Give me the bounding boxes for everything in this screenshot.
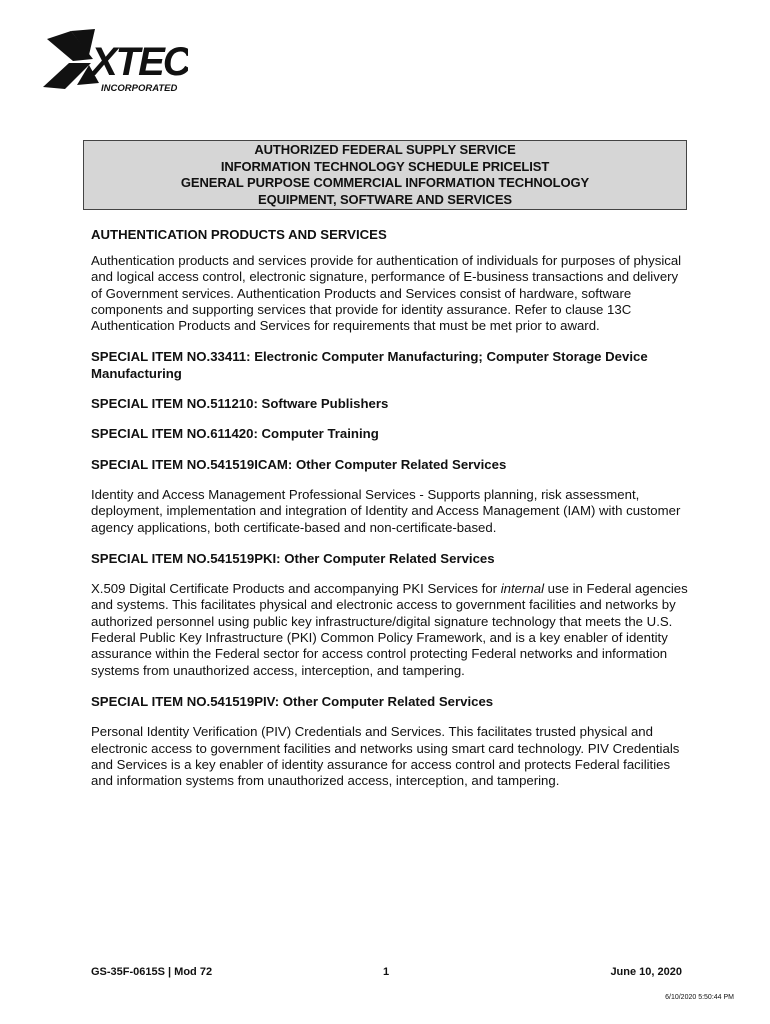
title-banner	[83, 140, 687, 210]
title-line: GENERAL PURPOSE COMMERCIAL INFORMATION TECHNOLOGY	[180, 175, 590, 190]
title-line: EQUIPMENT, SOFTWARE AND SERVICES	[258, 191, 512, 207]
footer-page-number: 1	[383, 966, 390, 978]
pki-text-pre: X.509 Digital Certificate Products and accompanying PKI Services for	[91, 581, 501, 597]
special-item-description: Identity and Access Management Professional Services - Supports planning, risk assessment, deployment, implementation and integration of Identity and Access Management (IAM) with customer agency applications, both certificate-based and non-certificate-based.	[91, 486, 681, 535]
document-body	[91, 226, 691, 804]
pki-text-emphasis: internal	[500, 581, 545, 597]
special-item-heading: SPECIAL ITEM NO.541519PKI: Other Computer Related Services	[91, 550, 495, 566]
print-timestamp: 6/10/2020 5:50:44 PM	[665, 994, 734, 1001]
footer-date: June 10, 2020	[610, 966, 682, 978]
special-item-heading: SPECIAL ITEM NO.611420: Computer Training	[91, 426, 379, 442]
pki-text-post: use in Federal agencies and systems. This facilitates physical and electronic access to government facilities and networks by authorized personnel using public key infrastructure/digital signature technology that meets the U.S. Federal Public Key Infrastructure (PKI) Common Policy Framework, and is a key enabler of identity assurance within the Federal sector for access control protecting Federal networks and information systems from unauthorized access, interception, and tampering.	[91, 581, 688, 678]
logo-brand-text: XTEC	[91, 40, 188, 84]
title-line: AUTHORIZED FEDERAL SUPPLY SERVICE	[254, 142, 516, 157]
special-item-description	[91, 581, 691, 679]
special-item-heading: SPECIAL ITEM NO.541519ICAM: Other Computer Related Services	[91, 456, 507, 472]
logo-tagline: INCORPORATED	[101, 83, 178, 94]
special-item-heading: SPECIAL ITEM NO.541519PIV: Other Computer Related Services	[91, 693, 494, 709]
special-item-description: Personal Identity Verification (PIV) Credentials and Services. This facilitates trusted physical and electronic access to government facilities and networks using smart card technology. PIV Credentials and Services is a key enabler of identity assurance for access control and protects Federal facilities and information systems from unauthorized access, interception, and tampering.	[91, 724, 680, 789]
xtec-logo	[43, 25, 188, 97]
section-heading: AUTHENTICATION PRODUCTS AND SERVICES	[91, 227, 387, 242]
special-item-heading: SPECIAL ITEM NO.33411: Electronic Computer Manufacturing; Computer Storage Device Manufacturing	[91, 349, 648, 381]
intro-paragraph: Authentication products and services provide for authentication of individuals for purposes of physical and logical access control, electronic signature, performance of E-business transactions and delivery of Government services. Authentication Products and Services consist of hardware, software components and supporting services that provide for identity assurance. Refer to clause 13C Authentication Products and Services for requirements that must be met prior to award.	[91, 253, 682, 334]
special-item-heading: SPECIAL ITEM NO.511210: Software Publishers	[91, 396, 389, 412]
footer-contract-number: GS-35F-0615S | Mod 72	[91, 966, 213, 978]
title-line: INFORMATION TECHNOLOGY SCHEDULE PRICELIST	[220, 158, 550, 174]
